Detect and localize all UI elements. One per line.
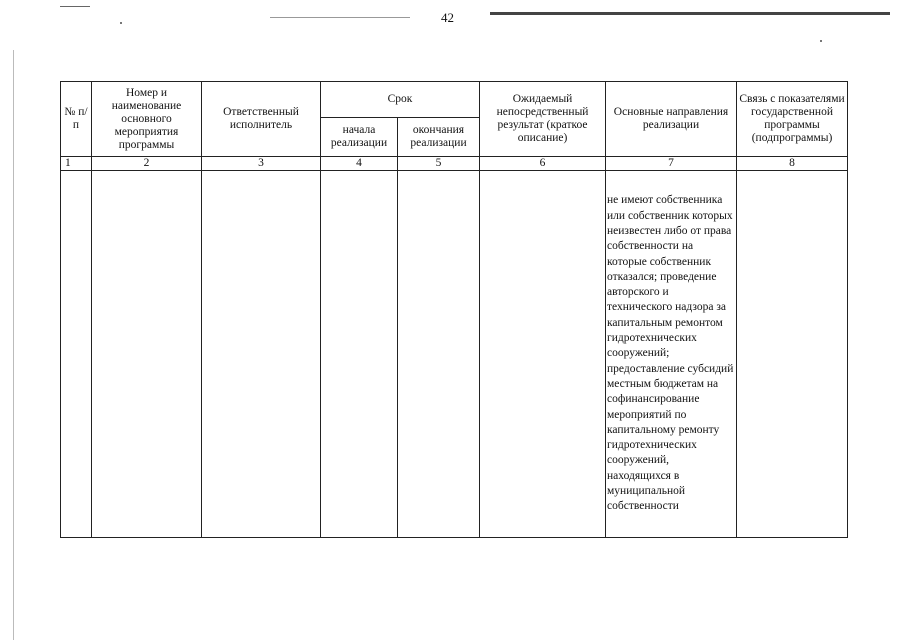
header-row-number: № п/п — [61, 82, 92, 157]
column-number: 2 — [92, 157, 202, 171]
header-main-directions: Основные направления реализации — [606, 82, 737, 157]
cell-expected-result — [480, 171, 606, 538]
page-number: 42 — [441, 10, 454, 25]
header-expected-result: Ожидаемый непосредственный результат (краткое описание) — [480, 82, 606, 157]
scan-artifact-dot — [820, 40, 822, 42]
column-number: 4 — [321, 157, 398, 171]
column-number: 3 — [202, 157, 321, 171]
scan-edge — [13, 50, 14, 640]
column-number: 1 — [61, 157, 92, 171]
scan-artifact-dot — [120, 22, 122, 24]
cell-row-number — [61, 171, 92, 538]
cell-start — [321, 171, 398, 538]
column-number: 7 — [606, 157, 737, 171]
column-number: 6 — [480, 157, 606, 171]
cell-responsible — [202, 171, 321, 538]
scan-artifact-line — [270, 17, 410, 18]
cell-main-directions: не имеют собственника или собственник которых неизвестен либо от права собственности на которые собственник отказался; проведение авторского и технического надзора за капитальным ремонтом гидротехнических сооружений; предоставление субсидий местным бюджетам на софинансирование мероприятий по капитальному ремонту гидротехнических сооружений, находящихся в муниципальной собственности — [606, 171, 737, 538]
header-responsible: Ответственный исполнитель — [202, 82, 321, 157]
header-start: начала реализации — [321, 118, 398, 157]
header-indicators-link: Связь с показателями государственной программы (подпрограммы) — [737, 82, 848, 157]
header-deadline: Срок — [321, 82, 480, 118]
cell-activity-name — [92, 171, 202, 538]
column-number: 8 — [737, 157, 848, 171]
scan-artifact-line — [490, 12, 890, 15]
scan-artifact-line — [60, 6, 90, 7]
cell-end — [398, 171, 480, 538]
header-end: окончания реализации — [398, 118, 480, 157]
column-number: 5 — [398, 157, 480, 171]
cell-indicators-link — [737, 171, 848, 538]
program-activities-table — [60, 81, 848, 538]
header-activity-name: Номер и наименование основного мероприятия программы — [92, 82, 202, 157]
